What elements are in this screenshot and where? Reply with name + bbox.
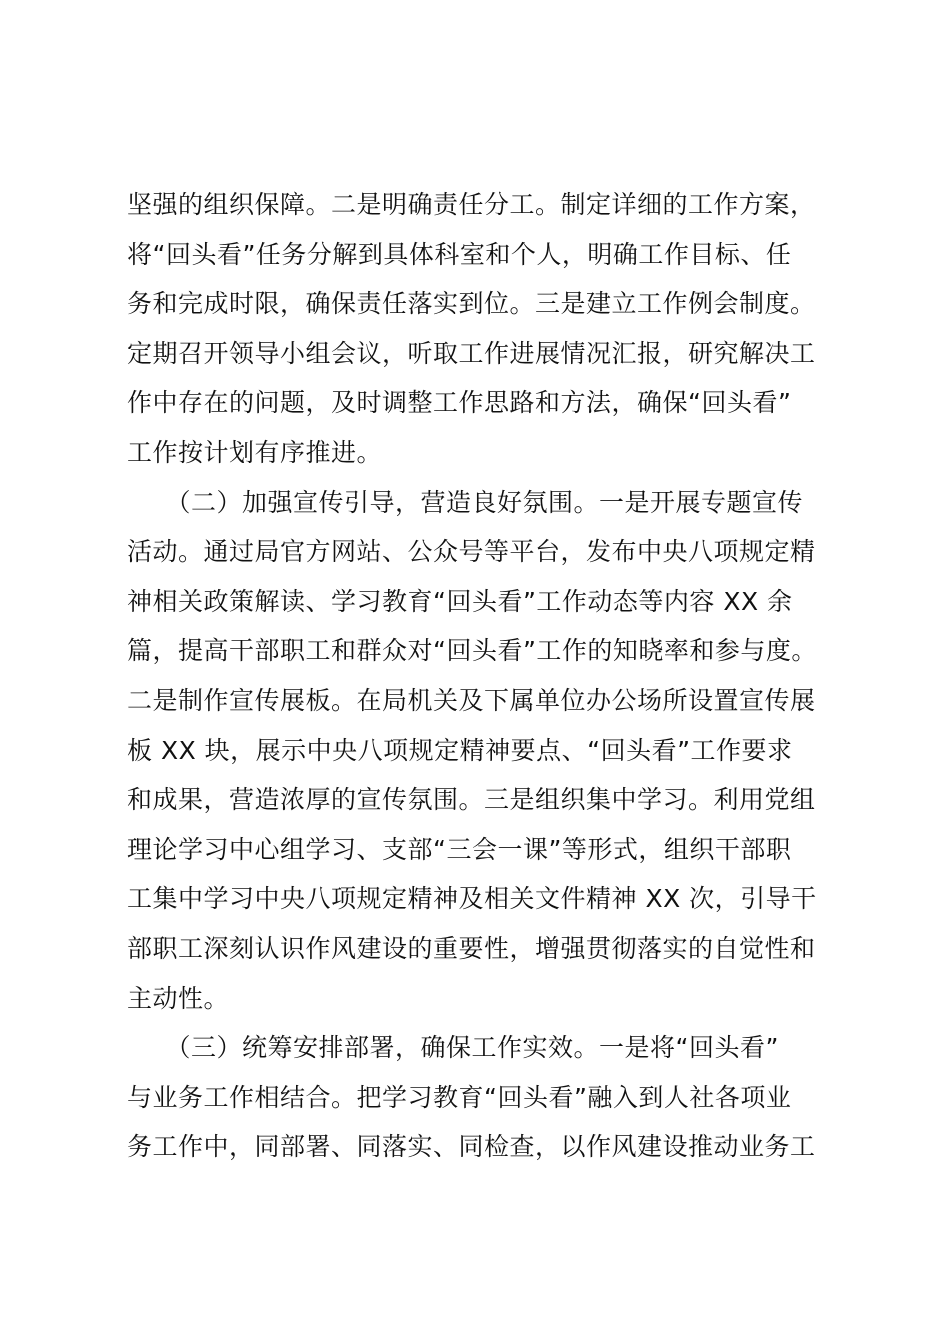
text-line: 务和完成时限，确保责任落实到位。三是建立工作例会制度。 (127, 289, 816, 319)
text-line: 与业务工作相结合。把学习教育“回头看”融入到人社各项业 (127, 1082, 792, 1112)
text-line: 神相关政策解读、学习教育“回头看”工作动态等内容 XX 余 (127, 586, 793, 616)
text-line: 理论学习中心组学习、支部“三会一课”等形式，组织干部职 (127, 834, 792, 864)
text-line: 部职工深刻认识作风建设的重要性，增强贯彻落实的自觉性和 (127, 933, 816, 963)
text-line: 篇，提高干部职工和群众对“回头看”工作的知晓率和参与度。 (127, 636, 817, 666)
text-line: 主动性。 (127, 983, 230, 1013)
text-line: 将“回头看”任务分解到具体科室和个人，明确工作目标、任 (127, 239, 792, 269)
text-line: 工集中学习中央八项规定精神及相关文件精神 XX 次，引导干 (127, 884, 817, 914)
text-line: 作中存在的问题，及时调整工作思路和方法，确保“回头看” (127, 388, 792, 418)
text-line: 和成果，营造浓厚的宣传氛围。三是组织集中学习。利用党组 (127, 785, 816, 815)
section-heading-line: （二）加强宣传引导，营造良好氛围。一是开展专题宣传 (127, 487, 804, 517)
body-text (127, 180, 833, 1172)
text-line: 板 XX 块，展示中央八项规定精神要点、“回头看”工作要求 (127, 735, 793, 765)
text-line: 务工作中，同部署、同落实、同检查，以作风建设推动业务工 (127, 1132, 816, 1162)
text-line: 工作按计划有序推进。 (127, 437, 383, 467)
text-line: 活动。通过局官方网站、公众号等平台，发布中央八项规定精 (127, 537, 816, 567)
section-heading-line: （三）统筹安排部署，确保工作实效。一是将“回头看” (127, 1033, 779, 1063)
text-line: 定期召开领导小组会议，听取工作进展情况汇报，研究解决工 (127, 338, 816, 368)
text-line: 坚强的组织保障。二是明确责任分工。制定详细的工作方案， (127, 190, 816, 219)
text-line: 二是制作宣传展板。在局机关及下属单位办公场所设置宣传展 (127, 685, 816, 715)
